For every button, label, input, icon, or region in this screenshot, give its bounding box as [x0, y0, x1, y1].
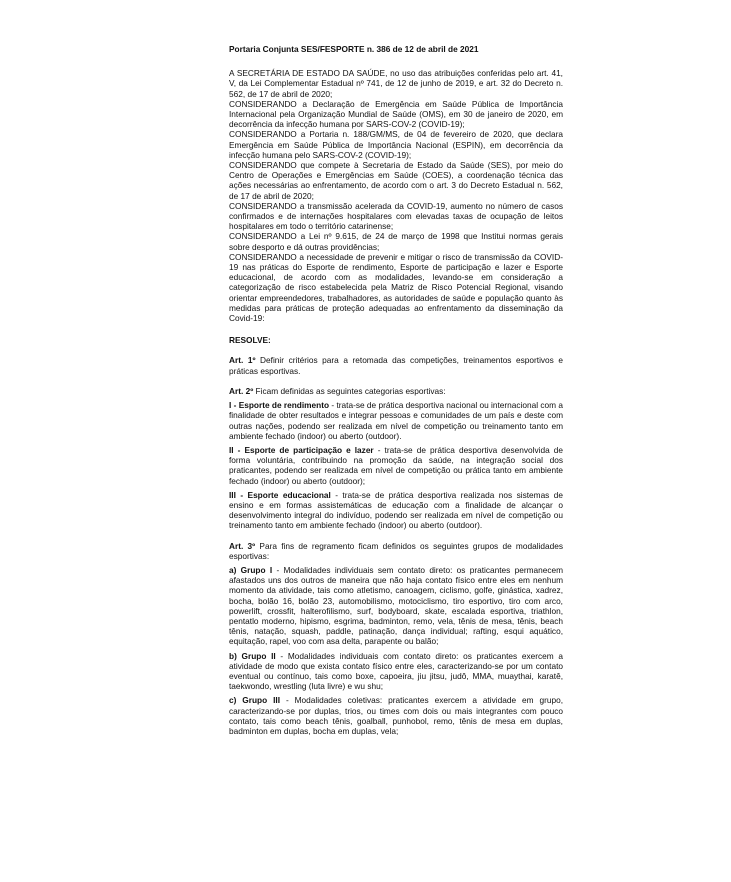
article-1: [229, 355, 563, 375]
article-2-label: Art. 2º: [229, 385, 254, 396]
group-item: [229, 565, 563, 647]
article-2: [229, 386, 563, 396]
preamble-paragraph: CONSIDERANDO que compete à Secretaria de Estado da Saúde (SES), por meio do Centro de Operações e Emergências em Saúde (COES), a coordenação técnica das ações necessárias ao enfrentamento, de acordo com o art. 3 do Decreto Estadual n. 562, de 17 de abril de 2020;: [229, 160, 563, 201]
preamble-paragraph: CONSIDERANDO a transmissão acelerada da COVID-19, aumento no número de casos confirmados e de internações hospitalares com elevadas taxas de ocupação de leitos hospitalares em todo o território catarinense;: [229, 200, 563, 232]
category-label: I - Esporte de rendimento: [229, 400, 330, 411]
category-item: [229, 400, 563, 441]
category-label: II - Esporte de participação e lazer: [229, 444, 374, 455]
group-text: - Modalidades individuais sem contato direto: os praticantes permanecem afastados uns dos outros de maneira que não haja contato físico entre eles em nenhum momento da atividade, tais como atletismo, canoagem, ciclismo, golfe, ginástica, xadrez, bocha, bolão 16, bolão 23, automobilismo, motociclismo, tiro esportivo, tiro com arco, powerlift, crossfit, halterofilismo, surf, bodyboard, skate, escalada esportiva, triathlon, pentatlo moderno, hipismo, esgrima, badminton, remo, vela, tênis de mesa, tênis, beach tênis, natação, squash, paddle, patinação, dança individual; rafting, esqui aquático, equitação, rapel, voo com asa delta, parapente ou balão;: [229, 564, 564, 647]
group-label: b) Grupo II: [229, 650, 276, 661]
article-1-label: Art. 1º: [229, 355, 256, 366]
article-2-text: Ficam definidas as seguintes categorias esportivas:: [253, 385, 446, 396]
group-text: - Modalidades coletivas: praticantes exercem a atividade em grupo, caracterizando-se por duplas, trios, ou times com dois ou mais integrantes com pouco contato, tais como beach tênis, goalball, punhobol, remo, tênis de mesa em duplas, badminton em duplas, bocha em duplas, vela;: [229, 695, 563, 736]
category-item: [229, 445, 563, 486]
preamble-paragraph: CONSIDERANDO a Declaração de Emergência em Saúde Pública de Importância Internacional pela Organização Mundial de Saúde (OMS), em 30 de janeiro de 2020, em decorrência da infecção humana por SARS-COV-2 (COVID-19);: [229, 98, 563, 130]
preamble-paragraph: A SECRETÁRIA DE ESTADO DA SAÚDE, no uso das atribuições conferidas pelo art. 41, V, da Lei Complementar Estadual nº 741, de 12 de junho de 2019, e art. 32 do Decreto n. 562, de 17 de abril de 2020;: [229, 68, 563, 99]
preamble-paragraph: CONSIDERANDO a Lei nº 9.615, de 24 de março de 1998 que Institui normas gerais sobre desporto e dá outras providências;: [229, 231, 563, 252]
group-item: [229, 695, 563, 736]
group-label: c) Grupo III: [229, 695, 281, 706]
preamble-paragraph: CONSIDERANDO a necessidade de prevenir e mitigar o risco de transmissão da COVID-19 nas práticas do Esporte de rendimento, Esporte de participação e lazer e Esporte educacional, de acordo com as modalidades, levando-se em consideração a categorização de risco estabelecida pela Matriz de Risco Potencial Regional, visando orientar empreendedores, trabalhadores, as autoridades de saúde e população quanto às medidas para práticas de proteção adequadas ao enfrentamento da disseminação da Covid-19:: [229, 251, 563, 324]
group-label: a) Grupo I: [229, 564, 273, 575]
category-text: - trata-se de prática desportiva desenvolvida de forma voluntária, contribuindo na promoção da saúde, na integração social dos praticantes, podendo ser realizada em nível de competição ou prática tanto em ambiente fechado (indoor) ou aberto (outdoor);: [229, 444, 563, 486]
article-1-text: Definir critérios para a retomada das competições, treinamentos esportivos e práticas esportivas.: [229, 355, 563, 376]
category-item: [229, 490, 563, 531]
article-3-label: Art. 3º: [229, 540, 256, 551]
resolve-heading: RESOLVE:: [229, 335, 271, 346]
group-item: [229, 651, 563, 692]
category-label: III - Esporte educacional: [229, 489, 331, 500]
category-text: - trata-se de prática desportiva nacional ou internacional com a finalidade de obter resultados e integrar pessoas e comunidades de um país e deste com outras nações, podendo ser realizada em nível de competição ou treinamento tanto em ambiente fechado (indoor) ou aberto (outdoor).: [229, 400, 563, 441]
document-title: Portaria Conjunta SES/FESPORTE n. 386 de 12 de abril de 2021: [229, 44, 479, 54]
preamble-paragraph: CONSIDERANDO a Portaria n. 188/GM/MS, de 04 de fevereiro de 2020, que declara Emergência em Saúde Pública de Importância Nacional (ESPIN), em decorrência da infecção humana pelo SARS-COV-2 (COVID-19);: [229, 129, 563, 160]
article-3: [229, 541, 563, 561]
category-text: - trata-se de prática desportiva realizada nos sistemas de ensino e em formas assistemáticas de educação com a finalidade de alcançar o desenvolvimento integral do indivíduo, podendo ser realizada em nível de competição ou treinamento tanto em ambiente fechado (indoor) ou aberto (outdoor).: [229, 489, 563, 531]
group-text: - Modalidades individuais com contato direto: os praticantes exercem a atividade de modo que exista contato físico entre eles, caracterizando-se por um contato eventual ou contínuo, tais como boxe, capoeira, jiu jitsu, judô, MMA, muaythai, karatê, taekwondo, wrestling (luta livre) e wu shu;: [229, 650, 563, 692]
article-3-text: Para fins de regramento ficam definidos os seguintes grupos de modalidades esportivas:: [229, 540, 563, 561]
document-page: [229, 44, 563, 740]
